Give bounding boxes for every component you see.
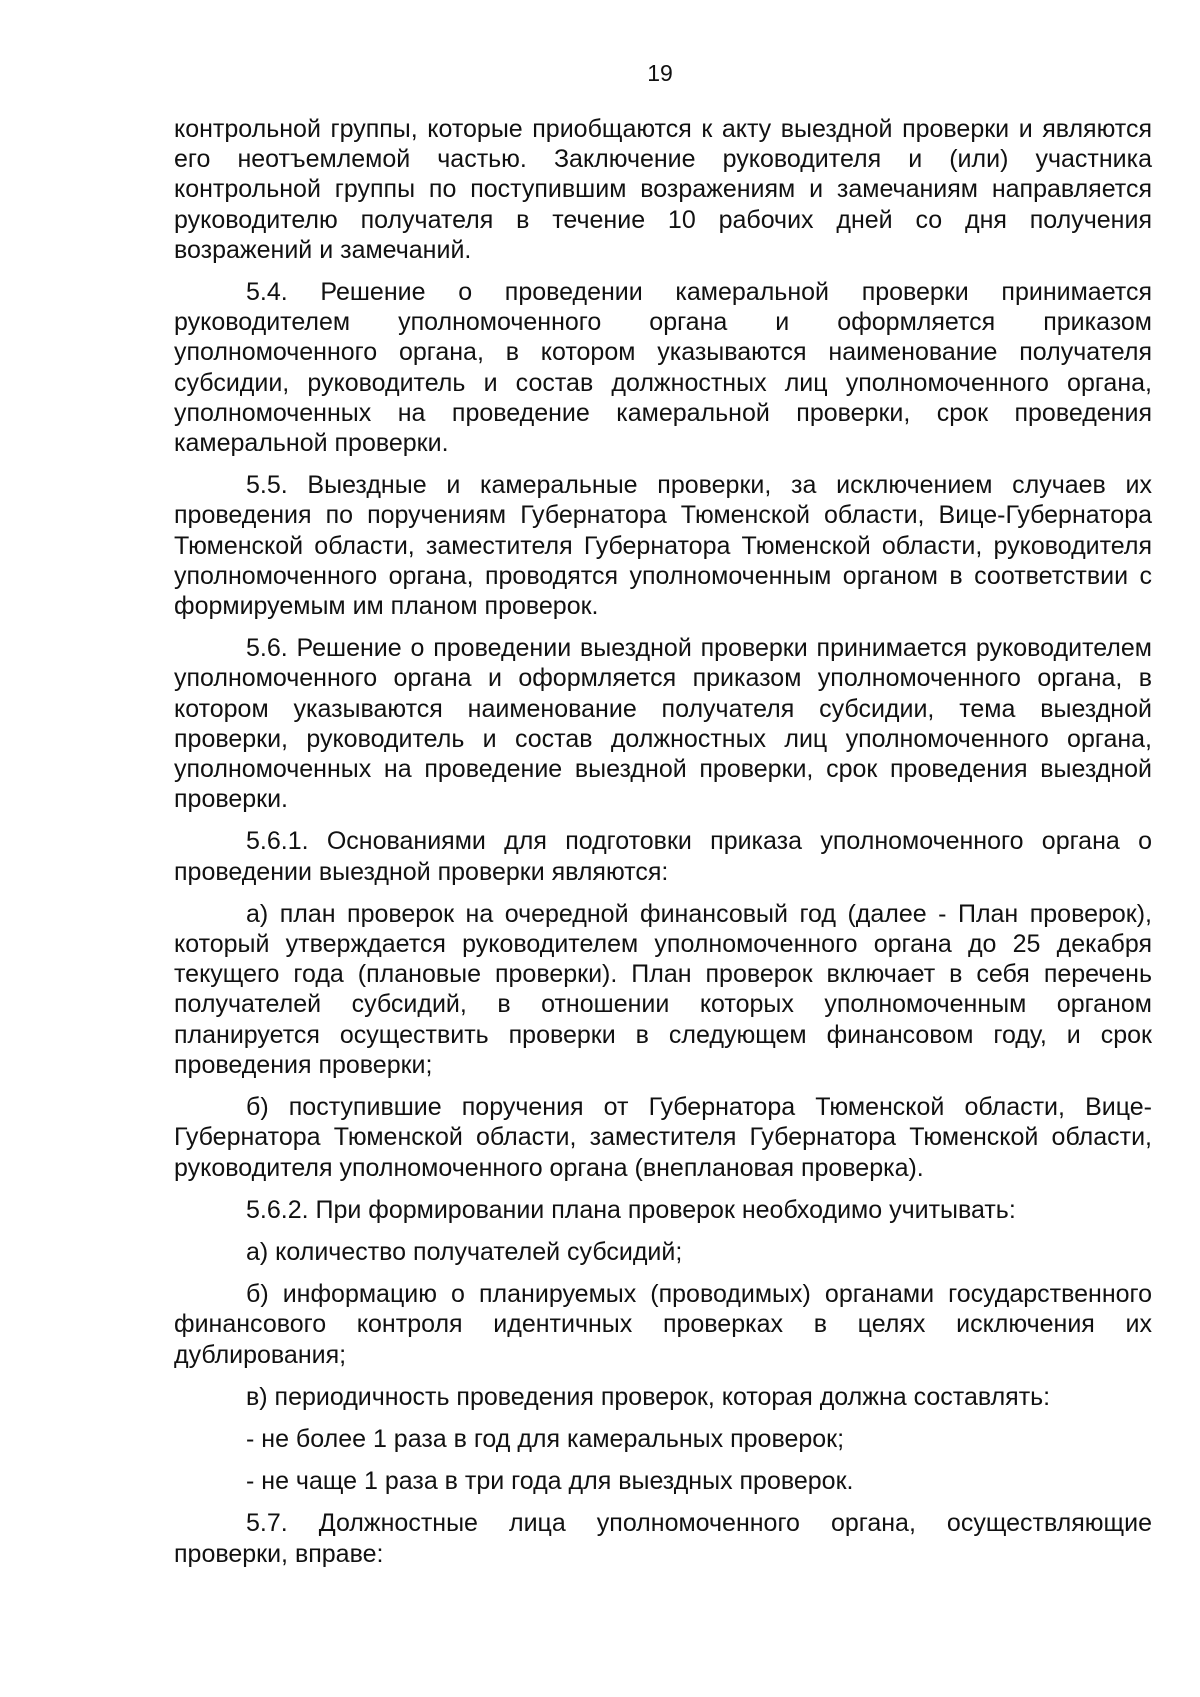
list-item-a-plan: а) план проверок на очередной финансовый год (далее - План проверок), который утверждается руководителем уполномоченного органа до 25 декабря текущего года (плановые проверки). План проверок включает в себя перечень получателей субсидий, в отношении которых уполномоченным органом планируется осуществить проверки в следующем финансовом году, и срок проведения проверки;	[174, 899, 1152, 1079]
page-number: 19	[647, 60, 673, 86]
list-item-a-count: а) количество получателей субсидий;	[246, 1237, 683, 1266]
paragraph-5-6-2: 5.6.2. При формировании плана проверок необходимо учитывать:	[246, 1195, 1016, 1224]
paragraph-5-6-1: 5.6.1. Основаниями для подготовки приказа уполномоченного органа о проведении выездной проверки являются:	[174, 827, 1152, 886]
paragraph-5-6: 5.6. Решение о проведении выездной проверки принимается руководителем уполномоченного органа и оформляется приказом уполномоченного органа, в котором указываются наименование получателя субсидии, тема выездной проверки, руководитель и состав должностных лиц уполномоченного органа, уполномоченных на проведение выездной проверки, срок проведения выездной проверки.	[174, 634, 1152, 814]
list-item-v-periodicity: в) периодичность проведения проверок, которая должна составлять:	[246, 1382, 1051, 1411]
paragraph-5-5: 5.5. Выездные и камеральные проверки, за исключением случаев их проведения по поручениям Губернатора Тюменской области, Вице-Губернатора Тюменской области, заместителя Губернатора Тюменской области, руководителя уполномоченного органа, проводятся уполномоченным органом в соответствии с формируемым им планом проверок.	[174, 471, 1152, 621]
paragraph-5-4: 5.4. Решение о проведении камеральной проверки принимается руководителем уполномоченного органа и оформляется приказом уполномоченного органа, в котором указываются наименование получателя субсидии, руководитель и состав должностных лиц уполномоченного органа, уполномоченных на проведение камеральной проверки, срок проведения камеральной проверки.	[174, 278, 1152, 458]
list-item-b-information: б) информацию о планируемых (проводимых) органами государственного финансового контроля идентичных проверках в целях исключения их дублирования;	[174, 1280, 1152, 1369]
paragraph-continuation: контрольной группы, которые приобщаются к акту выездной проверки и являются его неотъемлемой частью. Заключение руководителя и (или) участника контрольной группы по поступившим возражениям и замечаниям направляется руководителю получателя в течение 10 рабочих дней со дня получения возражений и замечаний.	[174, 115, 1152, 264]
paragraph-5-7: 5.7. Должностные лица уполномоченного органа, осуществляющие проверки, вправе:	[174, 1509, 1152, 1568]
dash-item-field: - не чаще 1 раза в три года для выездных проверок.	[246, 1467, 854, 1496]
list-item-b-orders: б) поступившие поручения от Губернатора Тюменской области, Вице-Губернатора Тюменской области, заместителя Губернатора Тюменской области, руководителя уполномоченного органа (внеплановая проверка).	[174, 1093, 1152, 1182]
dash-item-cameral: - не более 1 раза в год для камеральных проверок;	[246, 1424, 845, 1453]
document-body	[174, 114, 1152, 1581]
